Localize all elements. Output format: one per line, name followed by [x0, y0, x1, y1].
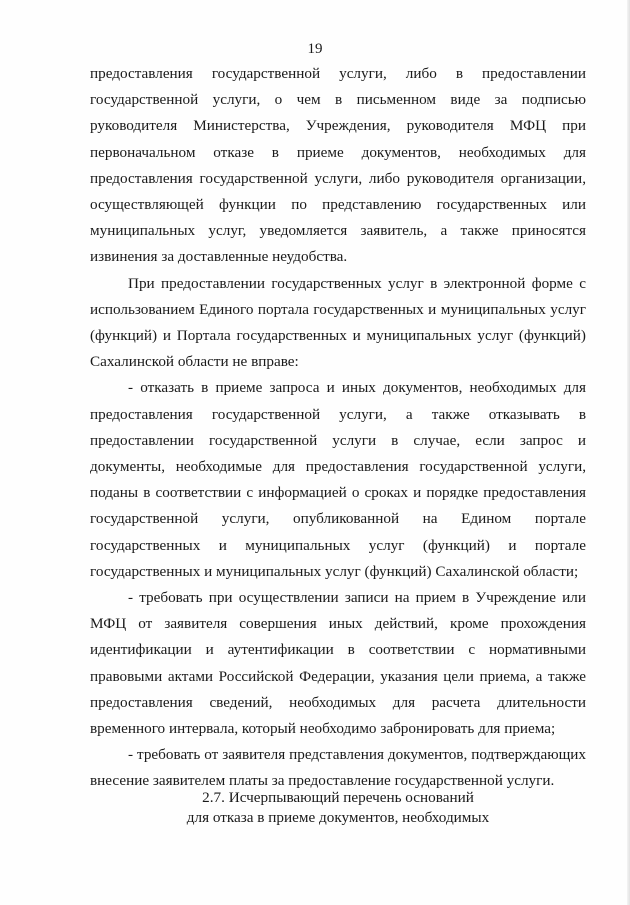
section-heading-line-2: для отказа в приеме документов, необходимых: [186, 809, 490, 826]
paragraph-refusal-notice: предоставления государственной услуги, либо в предоставлении государственной услуги, о чем в письменном виде за подписью руководителя Министерства, Учреждения, руководителя МФЦ при первоначальном отказе в приеме документов, необходимых для предоставления государственной услуги, либо руководителя организации, осуществляющей функции по представлению государственных или муниципальных услуг, уведомляется заявитель, а также приносятся извинения за доставленные неудобства.: [90, 65, 586, 266]
page-number: 19: [307, 41, 323, 57]
document-body: [90, 61, 586, 795]
section-heading: [90, 788, 586, 828]
list-item-payment-documents: - требовать от заявителя представления документов, подтверждающих внесение заявителем платы за предоставление государственной услуги.: [90, 746, 586, 790]
section-heading-line-1: 2.7. Исчерпывающий перечень оснований: [202, 789, 474, 806]
list-item-appointment-actions: - требовать при осуществлении записи на прием в Учреждение или МФЦ от заявителя совершения иных действий, кроме прохождения идентификации и аутентификации в соответствии с нормативными правовыми актами Российской Федерации, указания цели приема, а также предоставления сведений, необходимых для расчета длительности временного интервала, который необходимо забронировать для приема;: [90, 589, 586, 738]
paragraph-electronic-form-intro: При предоставлении государственных услуг в электронной форме с использованием Единого портала государственных и муниципальных услуг (функций) и Портала государственных и муниципальных услуг (функций) Сахалинской области не вправе:: [90, 274, 586, 371]
list-item-refuse-documents: - отказать в приеме запроса и иных документов, необходимых для предоставления государственной услуги, а также отказывать в предоставлении государственной услуги в случае, если запрос и документы, необходимые для предоставления государственной услуги, поданы в соответствии с информацией о сроках и порядке предоставления государственной услуги, опубликованной на Едином портале государственных и муниципальных услуг (функций) и портале государственных и муниципальных услуг (функций) Сахалинской области;: [90, 379, 586, 580]
